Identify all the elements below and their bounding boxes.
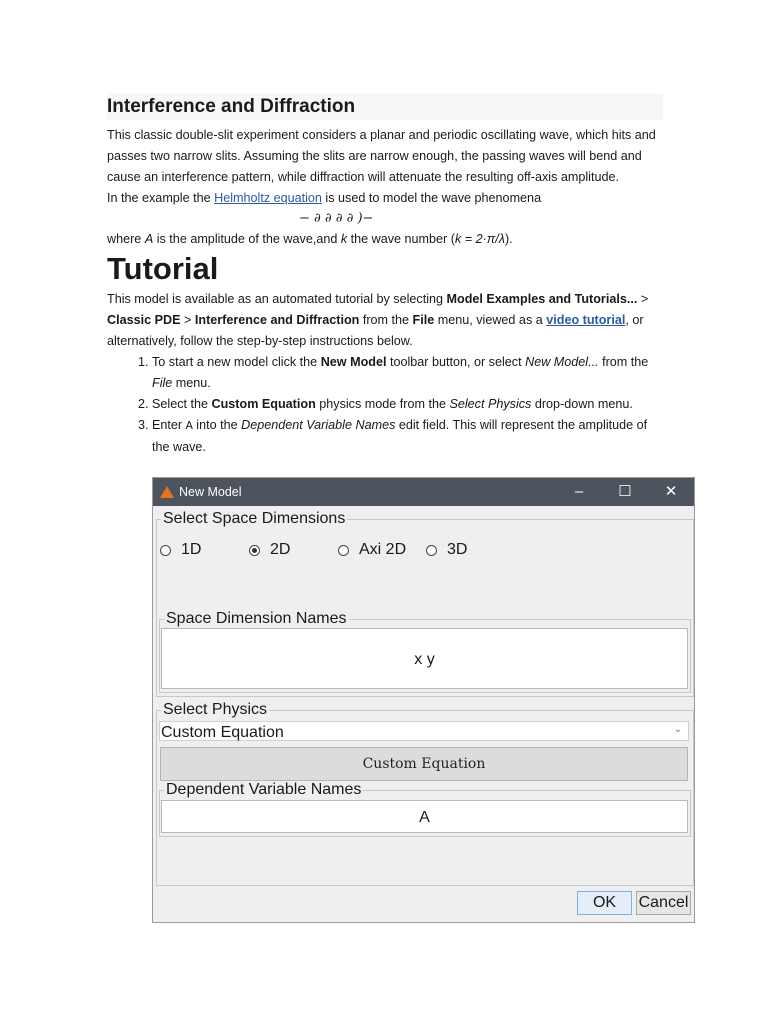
amplitude-paragraph	[107, 229, 663, 250]
custom-equation-button[interactable]: Custom Equation	[160, 747, 688, 781]
step-1	[152, 352, 663, 394]
text: This model is available as an automated tutorial by selecting	[107, 292, 447, 306]
var-k: k	[340, 232, 348, 246]
menu-path: Interference and Diffraction	[194, 313, 360, 327]
step-2	[152, 394, 663, 415]
text: To start a new model click the	[152, 355, 321, 369]
steps-list	[107, 352, 663, 458]
dialog-title: New Model	[179, 485, 242, 499]
var-a: A	[144, 232, 154, 246]
text: where	[107, 232, 145, 246]
menu-path: Classic PDE	[107, 313, 181, 327]
radio-circle	[160, 545, 171, 556]
maximize-button[interactable]: ☐	[618, 483, 632, 500]
text: physics mode from the	[315, 397, 450, 411]
radio-3d[interactable]	[426, 541, 467, 559]
app-icon	[160, 486, 174, 498]
text: Custom Equation	[211, 397, 316, 411]
text: into the	[192, 418, 242, 432]
text: from the	[598, 355, 649, 369]
text: menu, viewed as a	[434, 313, 547, 327]
text: Dependent Variable Names	[241, 418, 396, 432]
text: File	[152, 376, 173, 390]
radio-label: 1D	[181, 541, 202, 558]
menu-path: Model Examples and Tutorials...	[446, 292, 638, 306]
document-content	[107, 93, 663, 458]
dialog-titlebar[interactable]	[153, 478, 694, 506]
step-3	[152, 415, 663, 458]
radio-label: Axi 2D	[359, 541, 407, 558]
text: drop-down menu.	[531, 397, 633, 411]
group-legend: Space Dimension Names	[166, 610, 347, 627]
text: from the	[359, 313, 413, 327]
minimize-button[interactable]: –	[574, 483, 584, 500]
text: , or alternatively, follow the step-by-step instructions below.	[107, 313, 644, 348]
code-text: A	[185, 419, 193, 433]
text: In the example the	[107, 191, 215, 205]
menu-path: File	[412, 313, 435, 327]
tutorial-intro	[107, 289, 663, 352]
tutorial-heading: Tutorial	[107, 251, 219, 286]
chevron-down-icon: ⌄	[673, 724, 682, 735]
text: >	[637, 292, 649, 306]
text: New Model...	[525, 355, 599, 369]
helmholtz-link[interactable]: Helmholtz equation	[214, 191, 322, 205]
text: ).	[504, 232, 513, 246]
section-heading: Interference and Diffraction	[107, 93, 663, 120]
radio-label: 3D	[447, 541, 468, 558]
video-tutorial-link[interactable]: video tutorial	[546, 313, 626, 327]
close-button[interactable]: ✕	[664, 483, 678, 500]
physics-select[interactable]	[159, 721, 689, 741]
radio-2d[interactable]	[249, 541, 290, 559]
text: Select Physics	[449, 397, 532, 411]
radio-axi-2d[interactable]	[338, 541, 406, 559]
text: is the amplitude of the wave,and	[153, 232, 341, 246]
text: toolbar button, or select	[386, 355, 526, 369]
equation: − ∂ ∂ ∂ ∂ )−	[299, 211, 374, 226]
text: New Model	[320, 355, 387, 369]
group-legend: Dependent Variable Names	[166, 781, 362, 798]
radio-1d[interactable]	[160, 541, 201, 559]
group-legend: Select Physics	[163, 701, 268, 718]
text: >	[180, 313, 195, 327]
text: is used to model the wave phenomena	[321, 191, 542, 205]
dependent-variable-field[interactable]: A	[161, 800, 688, 833]
radio-circle-selected	[249, 545, 260, 556]
radio-circle	[426, 545, 437, 556]
cancel-button[interactable]: Cancel	[636, 891, 691, 915]
physics-select-value: Custom Equation	[161, 724, 284, 741]
ok-button[interactable]: OK	[577, 891, 632, 915]
text: Enter	[152, 418, 186, 432]
space-names-field[interactable]: x y	[161, 628, 688, 689]
text: Select the	[152, 397, 212, 411]
text: the wave number (	[347, 232, 455, 246]
text: edit field. This will represent the amplitude of the wave.	[152, 418, 648, 454]
radio-label: 2D	[270, 541, 291, 558]
text: menu.	[172, 376, 211, 390]
helmholtz-paragraph	[107, 188, 663, 209]
intro-paragraph: This classic double-slit experiment considers a planar and periodic oscillating wave, which hits and passes two narrow slits. Assuming the slits are narrow enough, the passing waves will bend and cause an interference pattern, while diffraction will attenuate the resulting off-axis amplitude.	[107, 128, 656, 184]
radio-circle	[338, 545, 349, 556]
wave-number-formula: k = 2·π/λ	[454, 232, 505, 246]
group-legend: Select Space Dimensions	[163, 510, 346, 527]
